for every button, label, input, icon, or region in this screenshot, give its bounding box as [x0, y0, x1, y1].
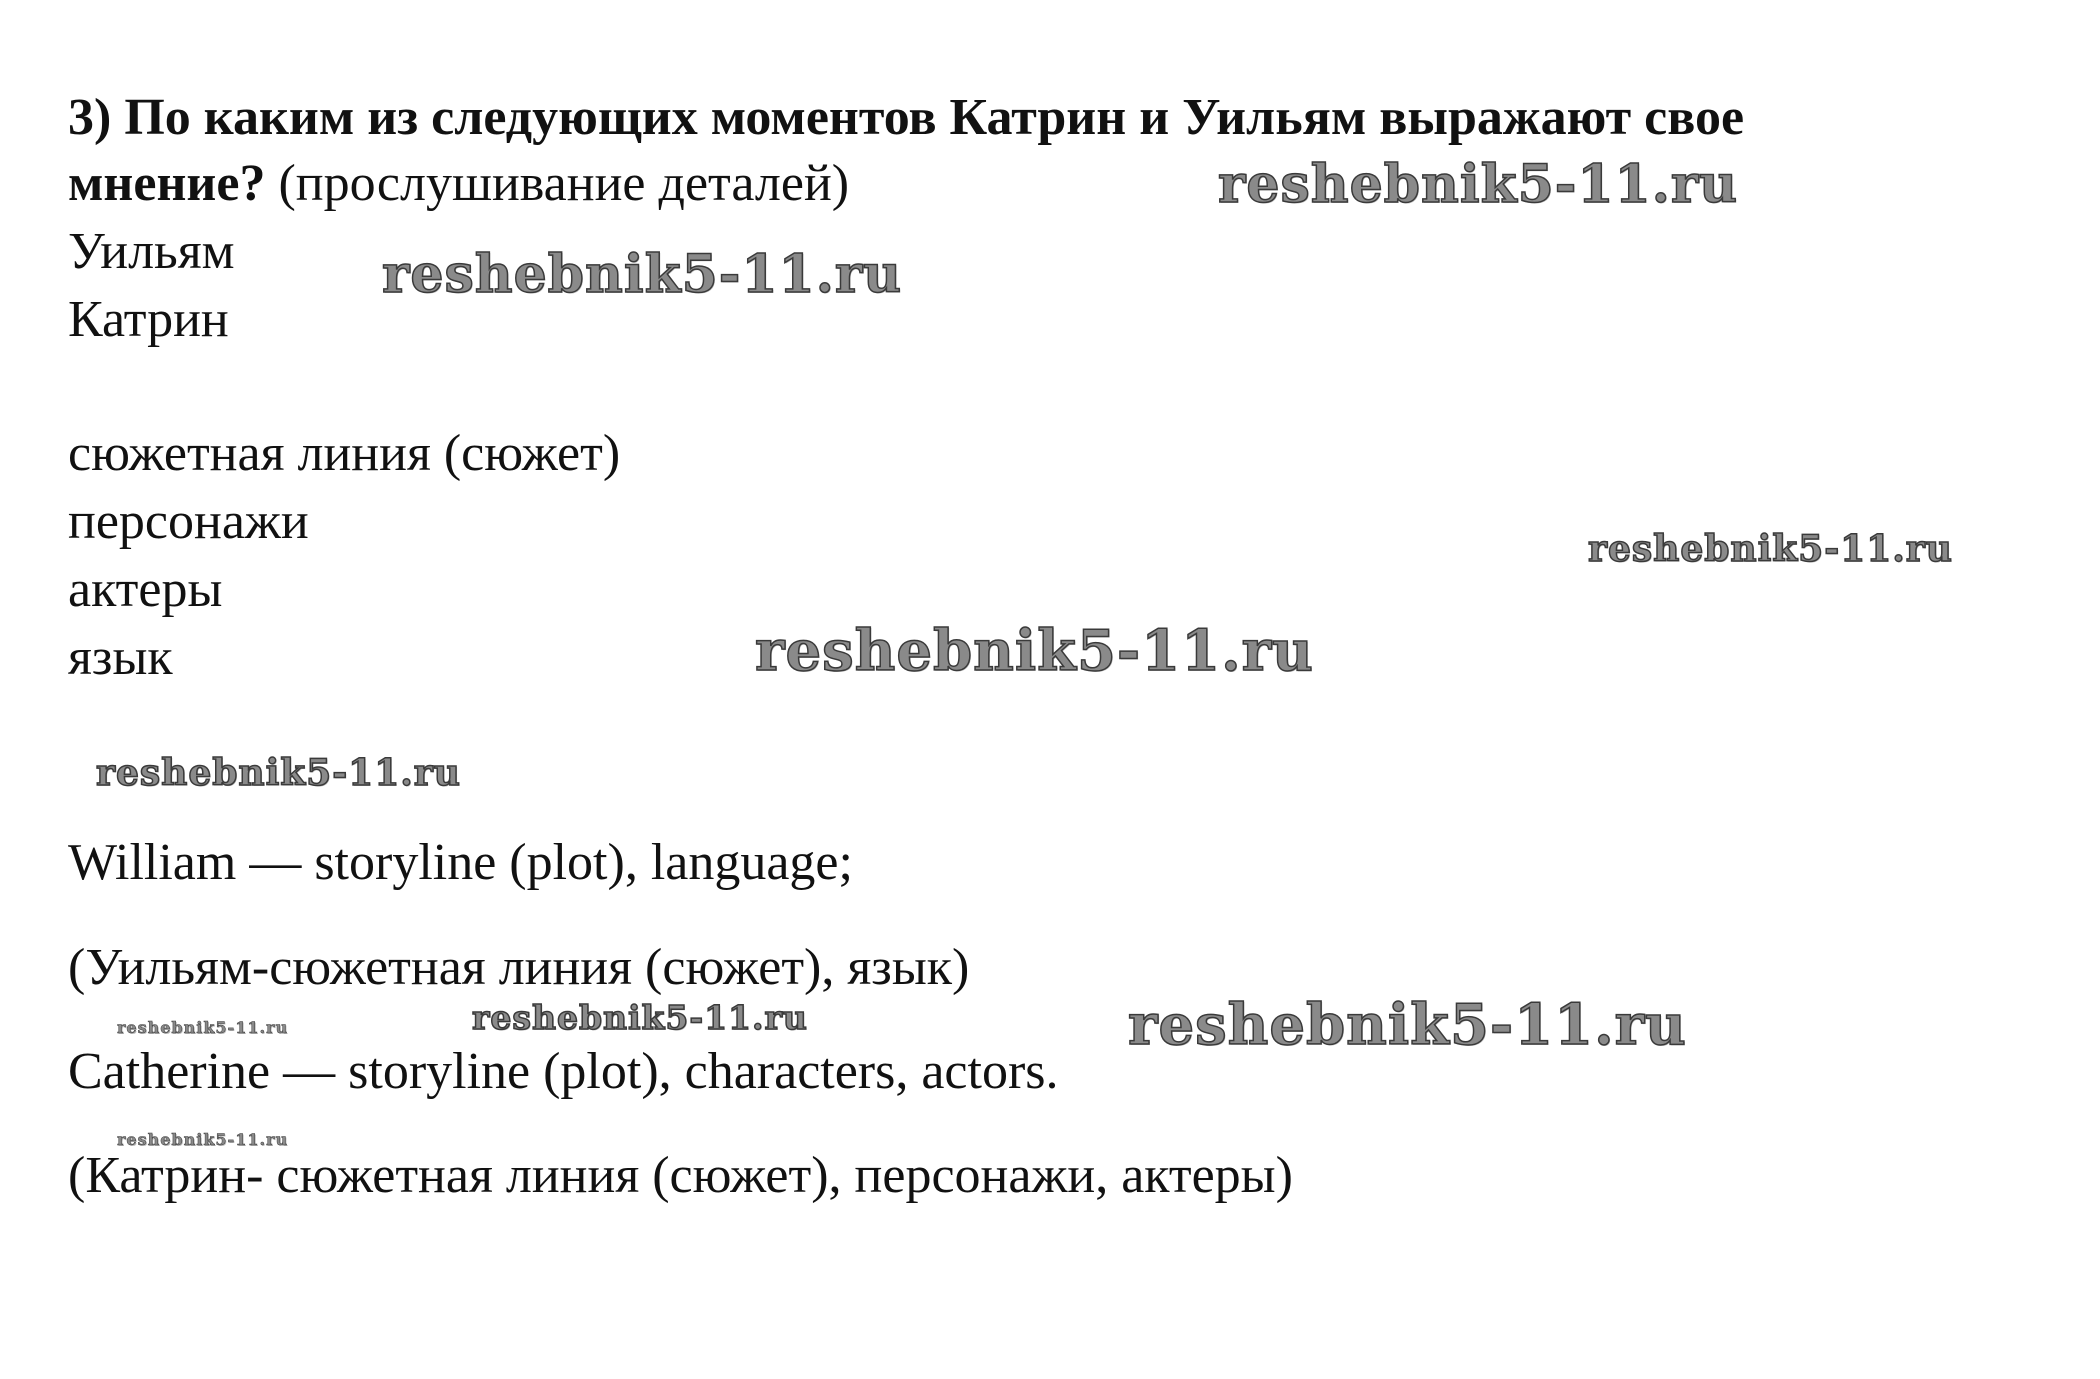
watermark: reshebnik5-11.ru [472, 998, 808, 1037]
question-line-2-bold: мнение? [68, 155, 266, 212]
option-actors: актеры [68, 561, 223, 618]
answer-william-russian: (Уильям-сюжетная линия (сюжет), язык) [68, 939, 970, 996]
option-characters: персонажи [68, 493, 309, 550]
person-william: Уильям [68, 223, 235, 280]
watermark: reshebnik5-11.ru [1128, 992, 1687, 1058]
question-line-1: 3) По каким из следующих моментов Катрин и Уильям выражают свое [68, 89, 1745, 146]
watermark: reshebnik5-11.ru [1218, 154, 1739, 215]
option-language: язык [68, 629, 173, 686]
person-catherine: Катрин [68, 291, 229, 348]
watermark: reshebnik5-11.ru [117, 1130, 289, 1149]
watermark: reshebnik5-11.ru [382, 244, 903, 305]
option-storyline: сюжетная линия (сюжет) [68, 425, 621, 482]
answer-catherine-english: Catherine — storyline (plot), characters, actors. [68, 1043, 1059, 1100]
watermark: reshebnik5-11.ru [755, 618, 1314, 684]
watermark: reshebnik5-11.ru [1588, 528, 1953, 570]
answer-catherine-russian: (Катрин- сюжетная линия (сюжет), персонажи, актеры) [68, 1147, 1293, 1204]
question-line-2 [68, 155, 850, 212]
answer-william-english: William — storyline (plot), language; [68, 834, 853, 891]
question-line-2-rest: (прослушивание деталей) [265, 155, 850, 212]
watermark: reshebnik5-11.ru [117, 1018, 289, 1037]
watermark: reshebnik5-11.ru [96, 752, 461, 794]
